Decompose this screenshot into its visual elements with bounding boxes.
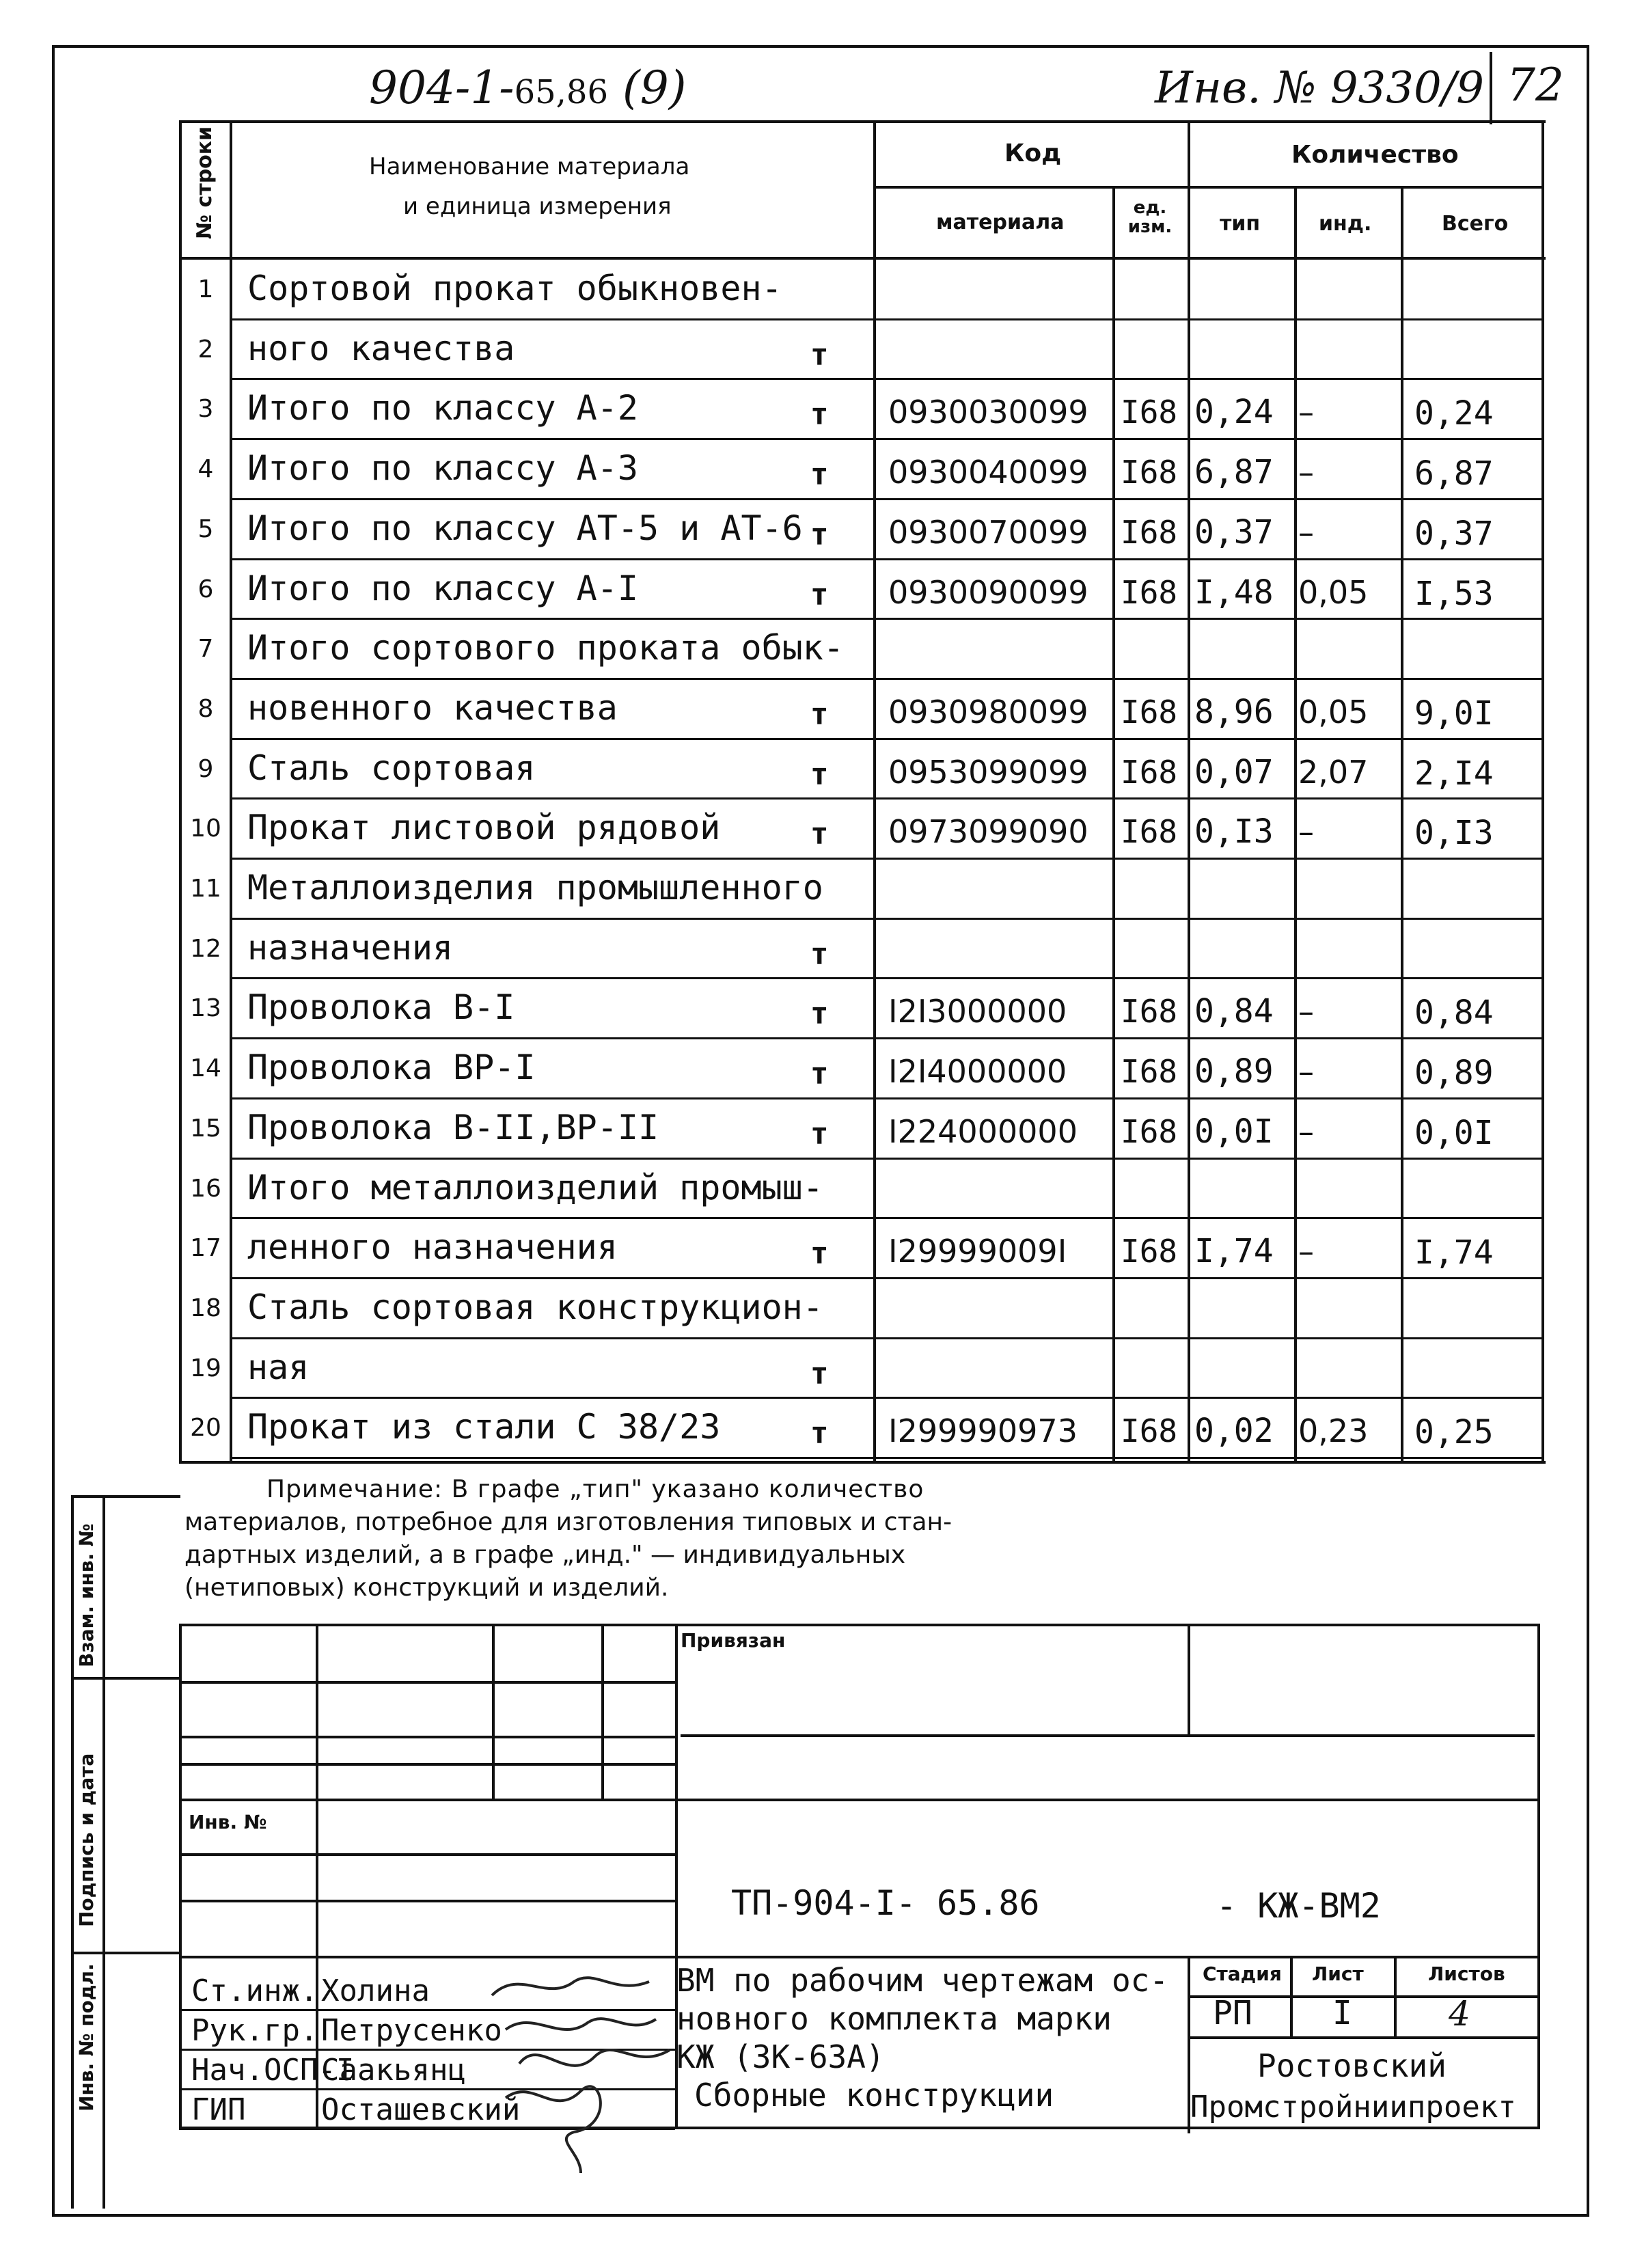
row-code-unit: I68 [1121,1053,1178,1091]
side-margin-line [71,1495,74,2209]
stamp-org-l1: Ростовский [1257,2047,1447,2084]
row-number: 3 [197,395,214,424]
row-number: 6 [197,575,214,603]
stamp-row-2 [179,1736,675,1738]
row-number: 2 [197,335,214,364]
row-qty-typ: 0,07 [1194,752,1274,791]
row-name: ная [247,1347,310,1387]
stamp-row-5 [179,1853,675,1856]
stamp-top-line [179,1624,1539,1626]
row-code: 0930090099 [888,573,1088,611]
row-rule [230,438,1544,440]
stamp-title-l1: ВМ по рабочим чертежам ос- [676,1962,1169,1999]
row-name: Прокат из стали С 38/23 [247,1407,721,1447]
side-sep-1 [71,1677,180,1680]
row-qty-ind: – [1298,1233,1314,1270]
side-label-inv-podl: Инв. № подл. [75,1963,98,2112]
row-qty-typ: 0,02 [1194,1412,1274,1451]
row-qty-typ: I,48 [1194,573,1274,612]
stamp-col-3 [601,1624,604,1801]
header-row-no: № строки [193,126,217,239]
stamp-row-6 [179,1900,675,1902]
footnote [184,1473,952,1604]
row-code: I2I3000000 [888,993,1067,1030]
header-qty-total: Всего [1442,212,1509,236]
row-code-unit: I68 [1121,1233,1178,1270]
row-rule [230,378,1544,380]
header-mid-line [873,186,1544,189]
row-code-unit: I68 [1121,1412,1178,1450]
row-unit: т [810,457,829,493]
person-name: Петрусенко [321,2013,502,2048]
signature-2 [506,2019,656,2030]
row-name: Прокат листовой рядовой [247,808,721,848]
row-qty-ind: 0,23 [1298,1412,1369,1450]
stamp-doc-mark: - КЖ-ВМ2 [1216,1886,1381,1926]
row-code: I299990973 [888,1412,1078,1450]
row-rule [230,1037,1544,1039]
row-unit: т [810,996,829,1032]
rowno-divider [230,120,232,1464]
stamp-left-line [179,1624,182,2129]
row-number: 17 [190,1234,221,1263]
row-qty-ind: – [1298,394,1314,431]
doc-series: 904-1- [369,62,515,114]
row-name: Сталь сортовая конструкцион- [247,1287,823,1327]
row-qty-typ: 6,87 [1194,453,1274,492]
side-label-vzam: Взам. инв. № [75,1523,98,1667]
row-number: 12 [190,934,221,963]
row-qty-total: 0,89 [1414,1054,1494,1093]
row-number: 8 [197,694,214,723]
row-code: 0953099099 [888,753,1088,791]
row-qty-typ: 0,84 [1194,992,1274,1031]
header-name-line1: Наименование материала [369,153,690,180]
row-unit: т [810,1116,829,1151]
row-name: Итого по классу А-2 [247,388,638,428]
stamp-stadia: РП [1213,1994,1252,2032]
row-number: 9 [197,754,214,783]
row-name: ленного назначения [247,1227,618,1268]
row-name: Сортовой прокат обыкновен- [247,269,782,308]
row-qty-typ: 8,96 [1194,692,1274,731]
row-name: Итого по классу А-3 [247,448,638,489]
row-code: 0973099090 [888,813,1088,851]
stamp-listov-label: Листов [1428,1963,1505,1985]
stamp-list-label: Лист [1312,1963,1364,1985]
row-qty-typ: 0,37 [1194,513,1274,551]
row-qty-total: 0,24 [1414,394,1494,433]
stamp-title-l4: Сборные конструкции [694,2077,1054,2114]
stamp-row-3 [179,1763,675,1766]
row-rule [230,797,1544,800]
row-qty-typ: 0,89 [1194,1052,1274,1091]
header-code-unit-l2: изм. [1127,217,1173,237]
row-qty-ind: – [1298,1112,1314,1150]
row-name: Проволока ВР-I [247,1048,536,1088]
row-qty-total: 6,87 [1414,454,1494,493]
privyazan-line [681,1734,1535,1737]
row-name: Сталь сортовая [247,748,536,788]
row-qty-total: I,74 [1414,1233,1494,1272]
row-qty-total: 0,37 [1414,514,1494,553]
row-qty-ind: – [1298,813,1314,851]
signatures-svg [478,1954,704,2180]
row-number: 10 [190,815,221,843]
row-code: 0930070099 [888,513,1088,551]
row-code-unit: I68 [1121,813,1178,851]
side-sep-2 [71,1952,180,1954]
row-unit: т [810,337,829,372]
person-role: ГИП [191,2092,246,2127]
row-rule [230,1277,1544,1279]
row-code-unit: I68 [1121,1112,1178,1150]
row-code-unit: I68 [1121,693,1178,730]
name-divider [873,120,876,1464]
row-rule [230,1397,1544,1399]
stamp-title-l2: новного комплекта марки [676,2000,1112,2037]
stamp-title-l3: КЖ (ЗК-63А) [676,2038,885,2075]
row-name: Металлоизделия промышленного [247,868,823,907]
row-number: 11 [190,875,221,903]
row-code-unit: I68 [1121,394,1178,431]
stage-div-1 [1290,1956,1293,2036]
doc-series-small: 65,86 [514,73,608,111]
row-unit: т [810,577,829,612]
row-unit: т [810,756,829,792]
row-qty-ind: 2,07 [1298,753,1369,791]
row-qty-typ: I,74 [1194,1232,1274,1271]
row-code: I2I4000000 [888,1053,1067,1091]
person-role: Ст.инж. [191,1973,318,2008]
row-qty-total: 0,25 [1414,1413,1494,1452]
row-code: I224000000 [888,1112,1078,1150]
header-code-unit [1126,198,1174,236]
stamp-row-4 [179,1799,1539,1801]
row-code-unit: I68 [1121,573,1178,611]
row-rule [230,858,1544,860]
row-unit: т [810,817,829,852]
row-rule [230,1457,1544,1459]
table-right-border [1541,120,1544,1464]
row-rule [230,1097,1544,1099]
row-unit: т [810,1056,829,1092]
page-number: 72 [1507,59,1564,111]
row-name: ного качества [247,328,515,368]
row-name: Проволока В-II,ВР-II [247,1107,659,1147]
row-number: 16 [190,1174,221,1203]
row-qty-ind: 0,05 [1298,573,1369,611]
side-margin-inner [102,1495,105,2209]
doc-number [369,62,686,114]
person-name: Холина [321,1973,430,2008]
header-code-unit-l1: ед. [1133,197,1167,218]
footnote-line-3: дартных изделий, а в графе „инд." — индивидуальных [184,1541,906,1569]
row-number: 19 [190,1354,221,1382]
stamp-listov: 4 [1449,1994,1470,2034]
row-rule [230,1158,1544,1160]
stamp-inv-no: Инв. № [189,1811,267,1833]
footnote-line-1: Примечание: В графе „тип" указано количество [266,1475,924,1503]
doc-suffix: (9) [622,62,687,114]
row-code: I29999009I [888,1233,1067,1270]
row-name: Итого по классу АТ-5 и АТ-6 [247,508,803,548]
row-name: назначения [247,927,454,968]
row-name: Проволока В-I [247,987,515,1028]
row-code-unit: I68 [1121,993,1178,1030]
person-role: Рук.гр. [191,2013,318,2048]
stamp-col-2 [492,1624,495,1801]
row-name: Итого по классу А-I [247,568,638,608]
stamp-row-7 [179,1956,1539,1958]
row-unit: т [810,936,829,972]
stamp-doc-code: ТП-904-I- 65.86 [731,1883,1040,1923]
row-number: 18 [190,1294,221,1322]
side-sep-0 [71,1495,180,1498]
row-rule [230,618,1544,620]
stamp-org-l2: Промстройниипроект [1190,2090,1516,2124]
stage-block-bottom [1188,2036,1539,2039]
stage-div-2 [1394,1956,1397,2036]
row-code: 0930040099 [888,454,1088,491]
row-qty-total: 0,84 [1414,994,1494,1033]
footnote-line-4: (нетиповых) конструкций и изделий. [184,1574,669,1602]
table-bottom-border [179,1461,1546,1464]
code-qty-divider [1188,120,1190,1464]
row-qty-typ: 0,24 [1194,393,1274,432]
row-number: 20 [190,1414,221,1443]
row-name: Итого сортового проката обык- [247,628,844,668]
row-number: 13 [190,994,221,1023]
row-qty-total: 2,I4 [1414,754,1494,793]
signature-1 [492,1978,649,1995]
person-role: Нач.ОСП-I [191,2053,355,2088]
row-rule [230,318,1544,320]
row-qty-ind: – [1298,454,1314,491]
row-rule [230,498,1544,500]
row-unit: т [810,1416,829,1451]
row-qty-ind: 0,05 [1298,693,1369,730]
stamp-row-1 [179,1681,675,1684]
row-qty-ind: – [1298,513,1314,551]
row-rule [230,918,1544,920]
row-code: 0930980099 [888,693,1088,730]
header-qty-ind: инд. [1319,212,1372,236]
row-qty-total: 0,0I [1414,1113,1494,1152]
row-unit: т [810,696,829,732]
row-number: 4 [197,455,214,484]
row-unit: т [810,517,829,552]
inventory-number: Инв. № 9330/9 [1155,63,1484,113]
row-qty-typ: 0,I3 [1194,812,1274,851]
row-unit: т [810,1236,829,1272]
row-qty-ind: – [1298,993,1314,1030]
row-code-unit: I68 [1121,753,1178,791]
row-qty-typ: 0,0I [1194,1112,1274,1151]
row-rule [230,1217,1544,1219]
signature-4 [506,2086,601,2173]
header-name-line2: и единица измерения [403,193,672,220]
row-rule [230,977,1544,979]
row-name: новенного качества [247,687,618,728]
row-code: 0930030099 [888,394,1088,431]
header-qty: Количество [1291,141,1459,169]
row-number: 7 [197,635,214,664]
stamp-privyazan: Привязан [681,1629,786,1652]
row-code-unit: I68 [1121,454,1178,491]
row-unit: т [810,1356,829,1391]
stamp-stadia-label: Стадия [1203,1963,1282,1985]
header-qty-typ: тип [1220,212,1261,236]
row-name: Итого металлоизделий промыш- [247,1167,823,1207]
row-rule [230,678,1544,680]
row-code-unit: I68 [1121,513,1178,551]
row-number: 15 [190,1114,221,1143]
row-number: 1 [197,275,214,303]
row-rule [230,738,1544,740]
header-code: Код [1004,139,1062,167]
row-unit: т [810,397,829,433]
person-name: Осташевский [321,2092,521,2127]
table-top-border [179,120,1546,123]
stamp-title [676,1961,1168,2114]
row-qty-total: I,53 [1414,574,1494,613]
row-number: 5 [197,515,214,543]
stamp-list: I [1332,1994,1352,2032]
side-label-podpis: Подпись и дата [75,1753,98,1927]
person-name: Саакьянц [321,2053,466,2088]
signature-3 [519,2050,670,2066]
header-bottom-line [179,257,1546,260]
row-rule [230,558,1544,560]
row-qty-ind: – [1298,1053,1314,1091]
footnote-line-2: материалов, потребное для изготовления типовых и стан- [184,1508,952,1536]
page-divider [1490,52,1492,124]
privyazan-divider [1188,1626,1190,1736]
header-code-material: материала [936,210,1065,234]
row-rule [230,1337,1544,1339]
row-number: 14 [190,1054,221,1083]
row-qty-total: 0,I3 [1414,814,1494,853]
stamp-right-line [1537,1624,1540,2129]
row-qty-total: 9,0I [1414,694,1494,733]
